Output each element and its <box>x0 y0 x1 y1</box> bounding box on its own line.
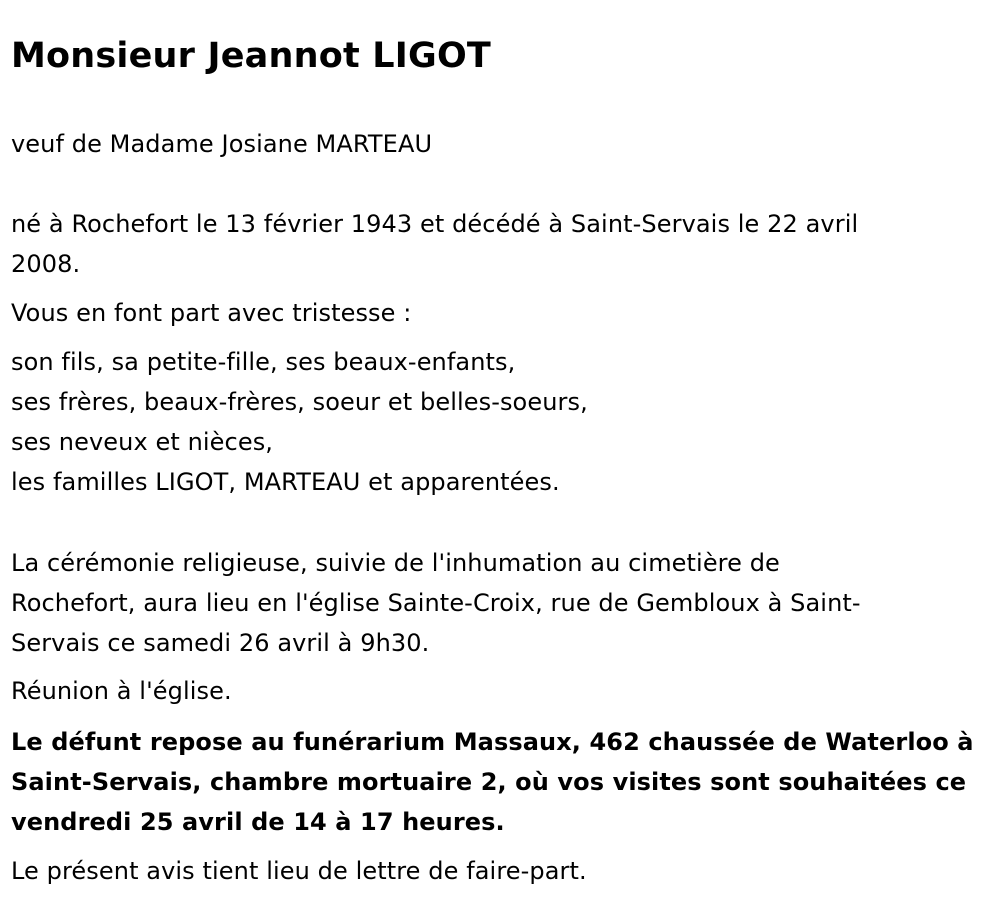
ceremony-paragraph <box>11 543 986 663</box>
ceremony-line-1: La cérémonie religieuse, suivie de l'inhumation au cimetière de <box>11 549 780 577</box>
family-line-4: les familles LIGOT, MARTEAU et apparentées. <box>11 468 560 496</box>
announcement-line <box>11 293 986 333</box>
meeting-text: Réunion à l'église. <box>11 677 232 705</box>
visitation-line-1: Le défunt repose au funérarium Massaux, 462 chaussée de Waterloo à <box>11 728 974 756</box>
family-line-1: son fils, sa petite-fille, ses beaux-enfants, <box>11 348 516 376</box>
widower-text: veuf de Madame Josiane MARTEAU <box>11 130 433 158</box>
visitation-line-2: Saint-Servais, chambre mortuaire 2, où vos visites sont souhaitées ce <box>11 768 967 796</box>
closing-text: Le présent avis tient lieu de lettre de faire-part. <box>11 857 587 885</box>
family-line-3: ses neveux et nièces, <box>11 428 274 456</box>
deceased-name-title: Monsieur Jeannot LIGOT <box>11 36 491 76</box>
family-list <box>11 342 986 502</box>
widower-line <box>11 124 986 164</box>
birth-death-line-1: né à Rochefort le 13 février 1943 et décédé à Saint-Servais le 22 avril <box>11 210 859 238</box>
announcement-text: Vous en font part avec tristesse : <box>11 299 412 327</box>
closing-line <box>11 851 986 891</box>
birth-death-line-2: 2008. <box>11 250 81 278</box>
ceremony-line-2: Rochefort, aura lieu en l'église Sainte-Croix, rue de Gembloux à Saint- <box>11 589 861 617</box>
birth-death-paragraph <box>11 204 986 284</box>
visitation-line-3: vendredi 25 avril de 14 à 17 heures. <box>11 808 505 836</box>
ceremony-line-3: Servais ce samedi 26 avril à 9h30. <box>11 629 430 657</box>
visitation-paragraph <box>11 722 986 842</box>
family-line-2: ses frères, beaux-frères, soeur et belles-soeurs, <box>11 388 588 416</box>
meeting-line <box>11 671 986 711</box>
